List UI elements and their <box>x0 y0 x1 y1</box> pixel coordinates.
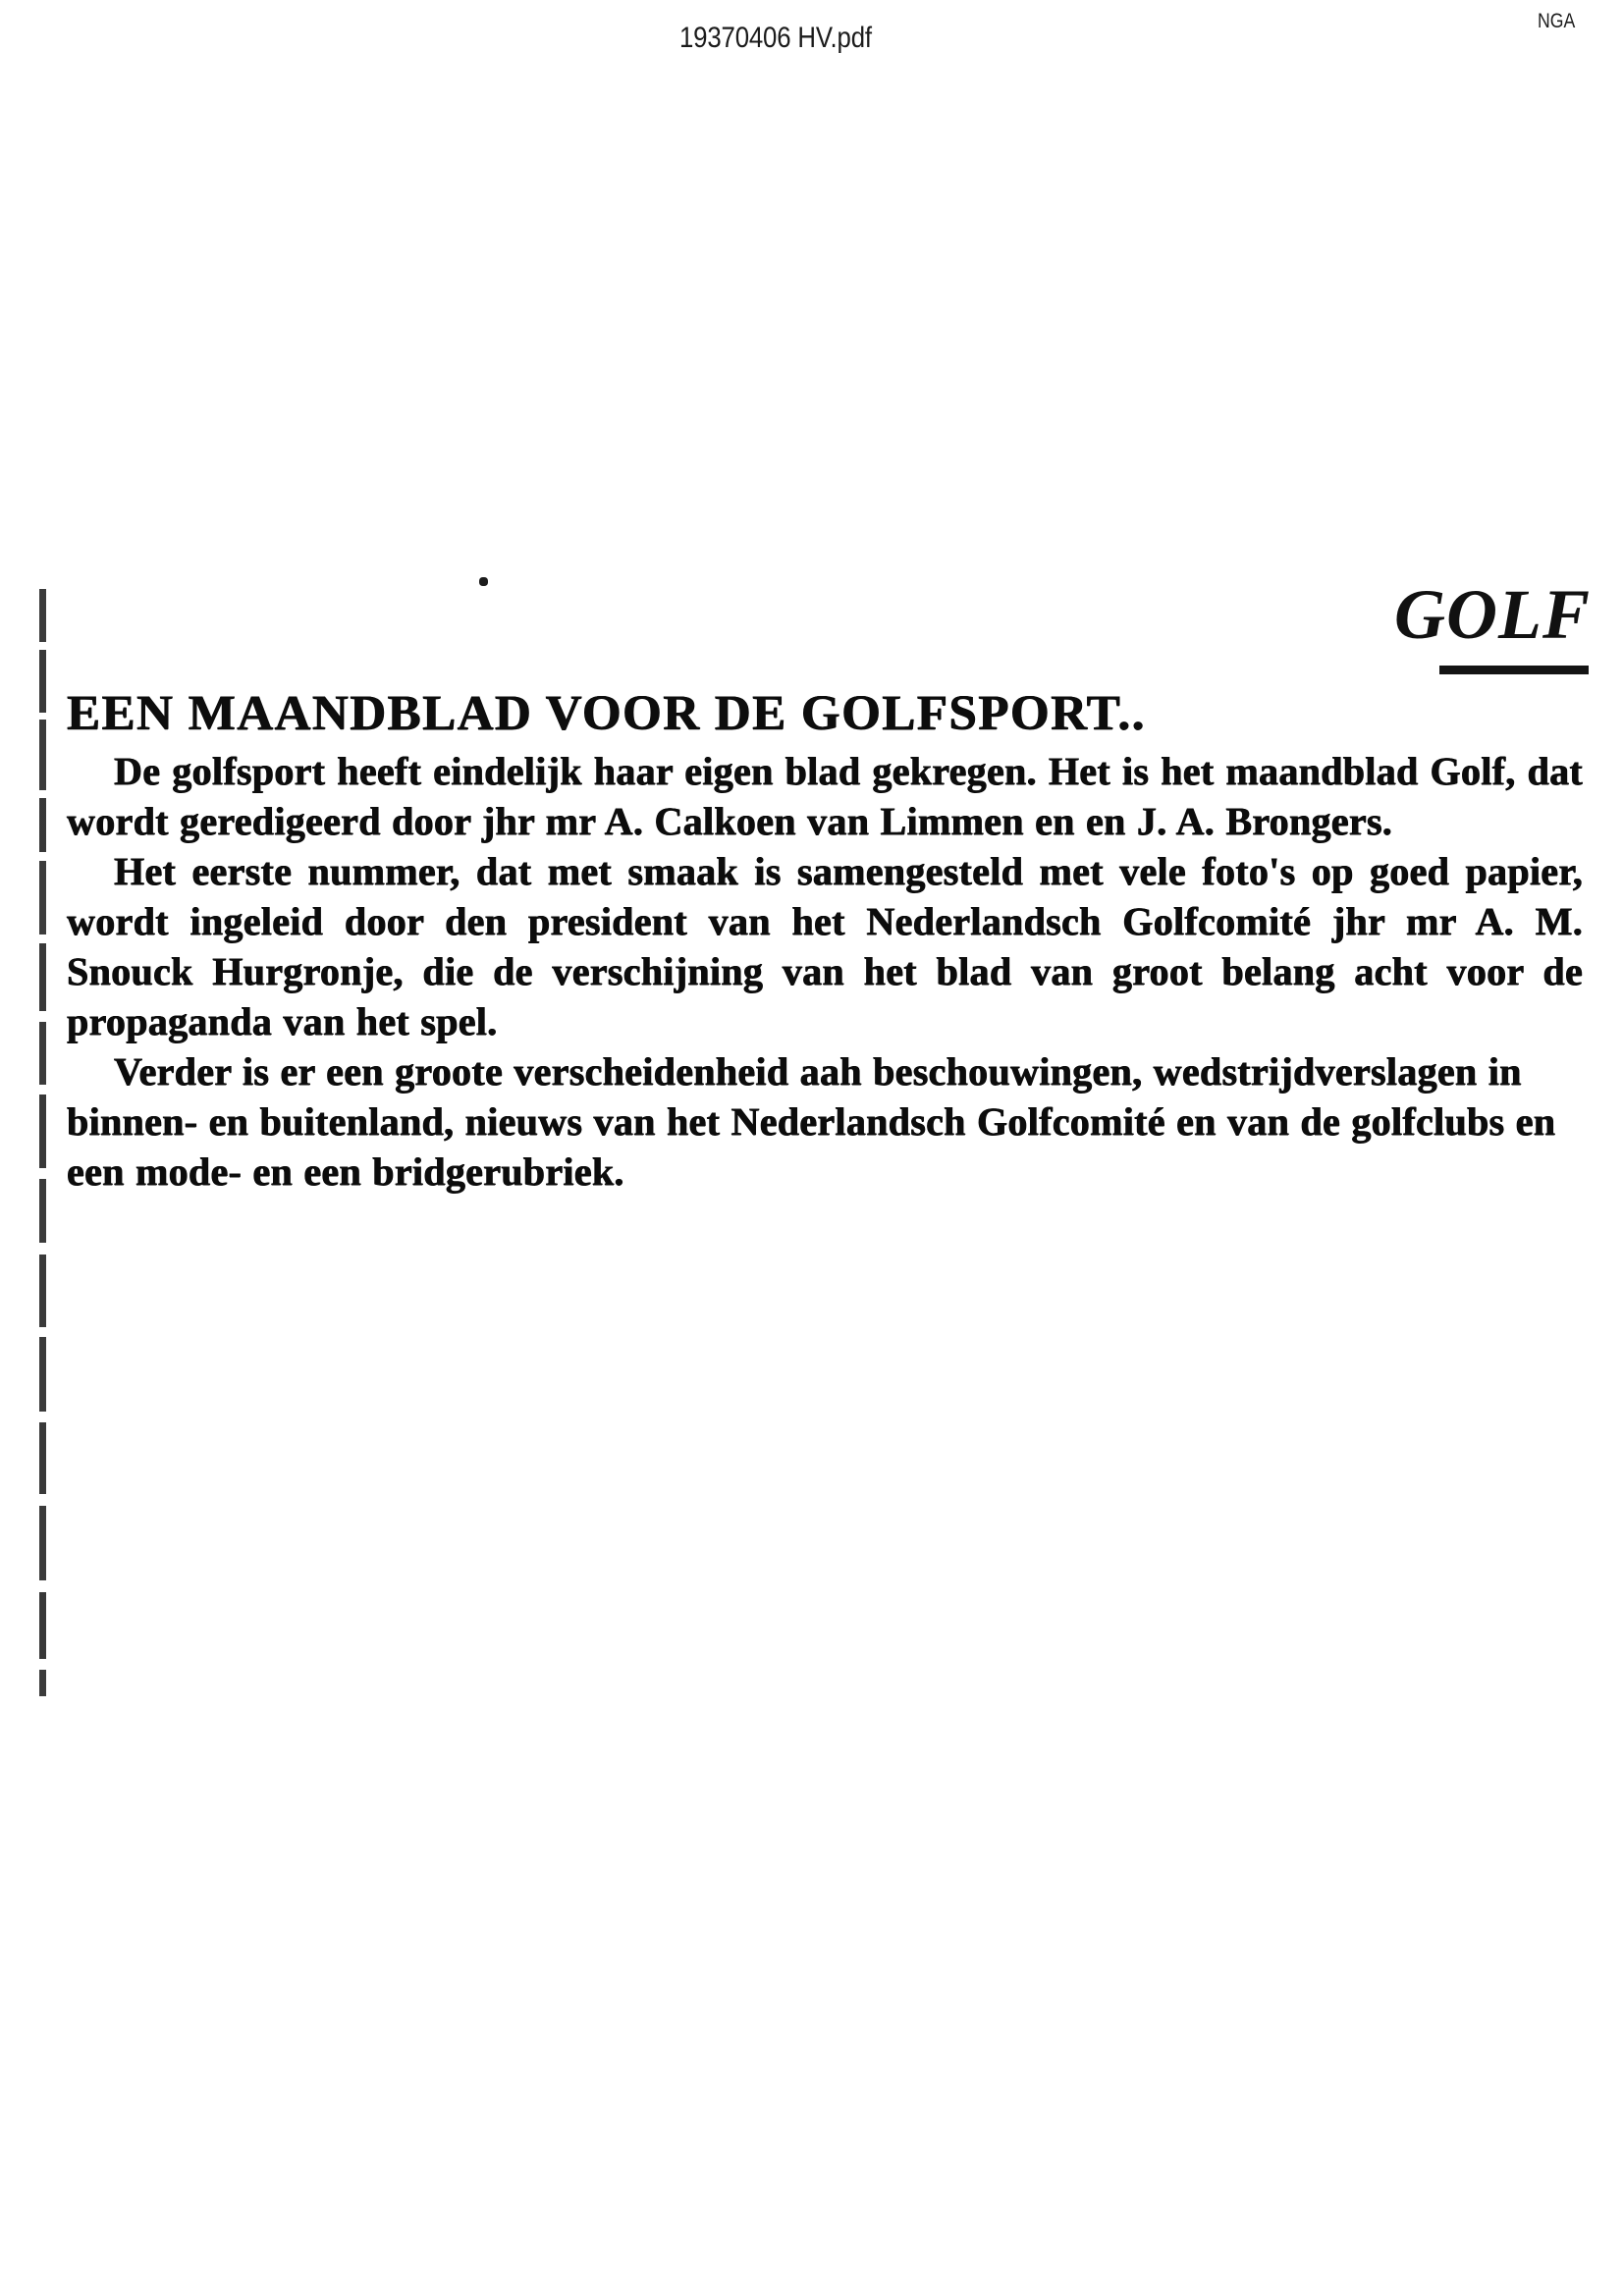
article-headline: EEN MAANDBLAD VOOR DE GOLFSPORT.. <box>67 686 1146 741</box>
article-paragraph: Het eerste nummer, dat met smaak is samengesteld met vele foto's op goed papier, wordt ingeleid door den president van het Nederlandsch Golfcomité jhr mr A. M. Snouck Hurgronje, die de verschijning van het blad van groot belang acht voor de propaganda van het spel. <box>67 849 1583 1044</box>
article-paragraph: De golfsport heeft eindelijk haar eigen blad gekregen. Het is het maandblad Golf, dat wordt geredigeerd door jhr mr A. Calkoen van Limmen en en J. A. Brongers. <box>67 749 1583 844</box>
masthead-title: GOLF <box>1394 575 1591 654</box>
article-paragraph: Verder is er een groote verscheidenheid aah beschouwingen, wedstrijdverslagen in binnen- en buitenland, nieuws van het Nederlandsch Golfcomité en van de golfclubs en een mode- en een bridgerubriek. <box>67 1049 1556 1195</box>
masthead-underline-rule <box>1439 666 1589 674</box>
archive-code-label: NGA <box>1538 10 1576 32</box>
column-rule-divider <box>39 589 46 1696</box>
masthead-row <box>39 569 1591 687</box>
scan-header <box>0 0 1623 84</box>
pdf-filename-label: 19370406 HV.pdf <box>679 22 872 54</box>
newspaper-clipping <box>39 569 1591 1197</box>
article-body <box>39 746 1591 1197</box>
